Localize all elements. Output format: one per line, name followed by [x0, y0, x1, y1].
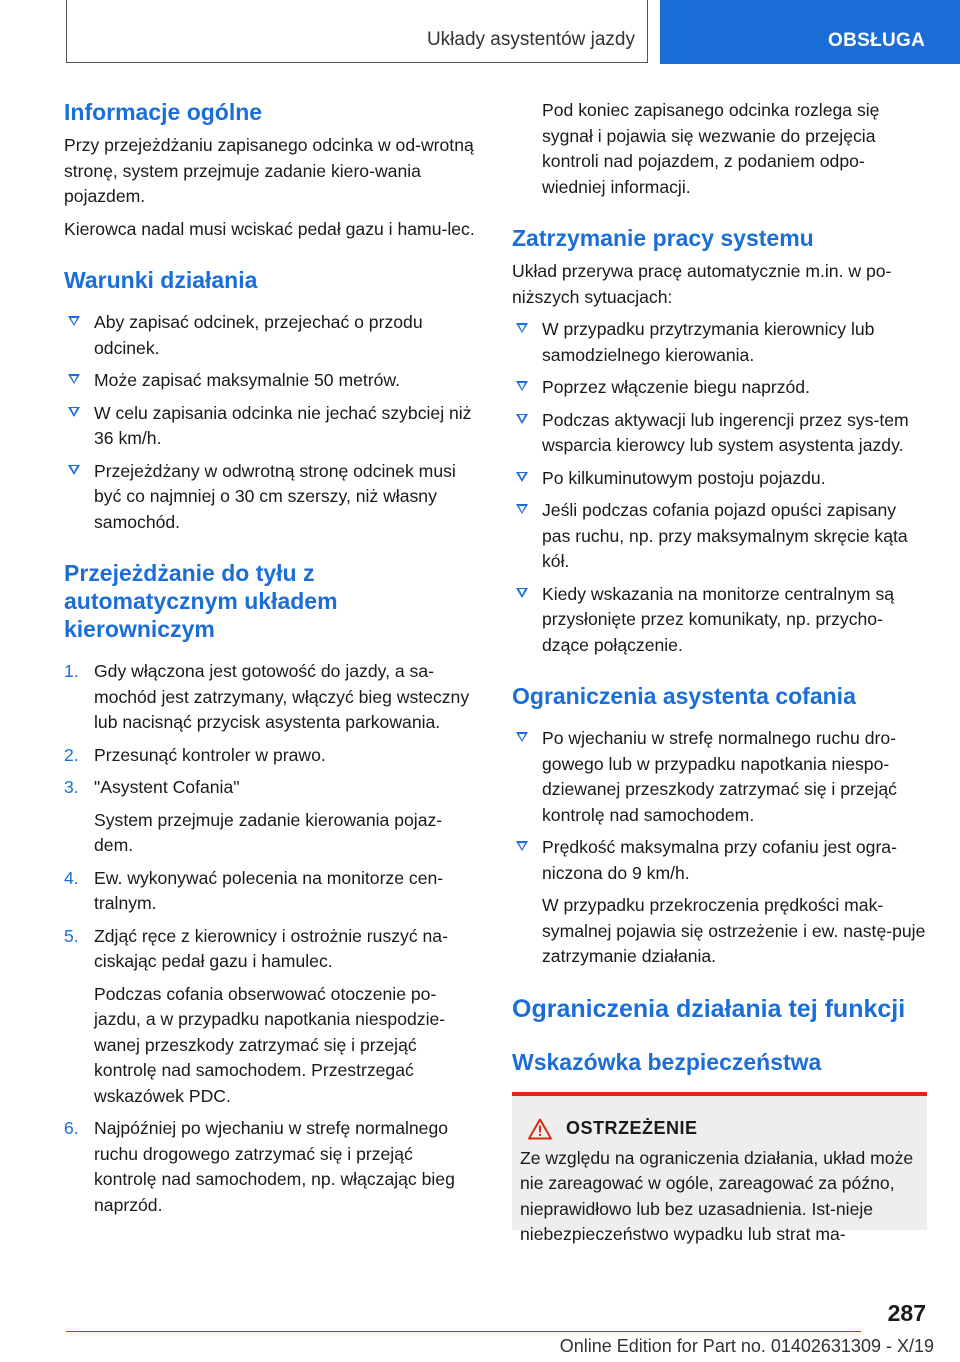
list-item: Przejeżdżany w odwrotną stronę odcinek musi być co najmniej o 30 cm szerszy, niż własny samochód.: [64, 459, 476, 536]
list-item: Aby zapisać odcinek, przejechać o przodu odcinek.: [64, 310, 476, 361]
limits-list: [512, 726, 927, 970]
warning-triangle-icon: [528, 1118, 552, 1140]
heading-general: Informacje ogólne: [64, 99, 263, 125]
heading-assistant-limits: Ograniczenia asystenta cofania: [512, 683, 856, 709]
list-item: 3. "Asystent Cofania" System przejmuje zadanie kierowania pojaz-dem.: [64, 777, 443, 855]
list-item: 6. Najpóźniej po wjechaniu w strefę normalnego ruchu drogowego zatrzymać się i przejąć kontrolę nad samochodem, np. włączając bieg naprzód.: [64, 1118, 455, 1215]
list-item: W przypadku przytrzymania kierownicy lub samodzielnego kierowania.: [512, 317, 927, 368]
list-item: 5. Zdjąć ręce z kierownicy i ostrożnie ruszyć na-ciskając pedał gazu i hamulec. Podczas cofania obserwować otoczenie po-jazdu, a w przypadku napotkania niespodzie-wanej przeszkody zatrzymać się i przejąć kontrolę nad samochodem. Przestrzegać wskazówek PDC.: [64, 925, 448, 1106]
heading-function-limits: Ograniczenia działania tej funkcji: [512, 994, 906, 1023]
footer-divider: [66, 1331, 861, 1332]
list-item: Może zapisać maksymalnie 50 metrów.: [64, 368, 476, 394]
list-item: Po kilkuminutowym postoju pojazdu.: [512, 466, 927, 492]
section-title: Układy asystentów jazdy: [426, 29, 635, 50]
warning-title: OSTRZEŻENIE: [566, 1118, 698, 1138]
intro-paragraph: Pod koniec zapisanego odcinka rozlega się sygnał i pojawia się wezwanie do przejęcia kontroli nad pojazdem, z podaniem odpo-wiedniej informacji.: [542, 100, 880, 197]
list-item: 4. Ew. wykonywać polecenia na monitorze cen-tralnym.: [64, 867, 444, 913]
triangle-bullet-icon: [516, 381, 528, 391]
heading-system-stop: Zatrzymanie pracy systemu: [512, 225, 814, 251]
warning-header: [528, 1118, 919, 1140]
triangle-bullet-icon: [68, 316, 80, 326]
list-item: 1. Gdy włączona jest gotowość do jazdy, a sa-mochód jest zatrzymany, włączyć bieg wsteczny lub nacisnąć przycisk asystenta parkowania.: [64, 661, 470, 732]
warning-text: Ze względu na ograniczenia działania, układ może nie zareagować w ogóle, zareagować za późno, nieprawidłowo lub bez uzasadnienia. Ist-nieje niebezpieczeństwo wypadku lub strat ma-: [520, 1147, 914, 1244]
general-paragraph-1: Przy przejeżdżaniu zapisanego odcinka w od-wrotną stronę, system przejmuje zadanie kiero-wania pojazdem.: [64, 135, 474, 206]
heading-conditions: Warunki działania: [64, 267, 258, 293]
header-section-box: [66, 0, 648, 63]
triangle-bullet-icon: [516, 504, 528, 514]
conditions-list: [64, 310, 476, 535]
triangle-bullet-icon: [516, 414, 528, 424]
list-item: Prędkość maksymalna przy cofaniu jest ogra-niczona do 9 km/h. W przypadku przekroczenia prędkości mak-symalnej pojawia się ostrzeżenie i ew. nastę-puje zatrzymanie działania.: [512, 835, 927, 970]
triangle-bullet-icon: [516, 472, 528, 482]
list-item: Po wjechaniu w strefę normalnego ruchu dro-gowego lub w przypadku napotkania niespo-dziewanej przeszkody zatrzymać się i przejąć kontrolę nad samochodem.: [512, 726, 927, 828]
left-column: [64, 98, 476, 1218]
general-paragraph-2: Kierowca nadal musi wciskać pedał gazu i hamu-lec.: [64, 218, 475, 239]
list-item: Jeśli podczas cofania pojazd opuści zapisany pas ruchu, np. przy maksymalnym skręcie kąta kół.: [512, 498, 927, 575]
triangle-bullet-icon: [516, 588, 528, 598]
triangle-bullet-icon: [516, 732, 528, 742]
list-item: 2. Przesunąć kontroler w prawo.: [64, 744, 326, 765]
chapter-tab: [660, 0, 960, 64]
heading-reverse-steering: Przejeżdżanie do tyłu z automatycznym układem kierowniczym: [64, 560, 338, 642]
triangle-bullet-icon: [68, 407, 80, 417]
right-column: [512, 98, 927, 1244]
stop-conditions-list: [512, 317, 927, 658]
triangle-bullet-icon: [68, 374, 80, 384]
list-item: Podczas aktywacji lub ingerencji przez sys-tem wsparcia kierowcy lub system asystenta jazdy.: [512, 408, 927, 459]
list-item: W celu zapisania odcinka nie jechać szybciej niż 36 km/h.: [64, 401, 476, 452]
page-number: 287: [887, 1300, 926, 1326]
heading-safety-note: Wskazówka bezpieczeństwa: [512, 1048, 822, 1075]
chapter-tab-label: OBSŁUGA: [828, 30, 926, 51]
steps-list: [64, 659, 476, 1218]
footer-edition-text: Online Edition for Part no. 01402631309 - X/19: [559, 1336, 934, 1356]
warning-box: [512, 1092, 927, 1244]
list-item: Kiedy wskazania na monitorze centralnym są przysłonięte przez komunikaty, np. przycho-dzące połączenie.: [512, 582, 927, 659]
system-stop-paragraph: Układ przerywa pracę automatycznie m.in. w po-niższych sytuacjach:: [512, 261, 892, 307]
triangle-bullet-icon: [516, 841, 528, 851]
triangle-bullet-icon: [68, 465, 80, 475]
list-item: Poprzez włączenie biegu naprzód.: [512, 375, 927, 401]
triangle-bullet-icon: [516, 323, 528, 333]
